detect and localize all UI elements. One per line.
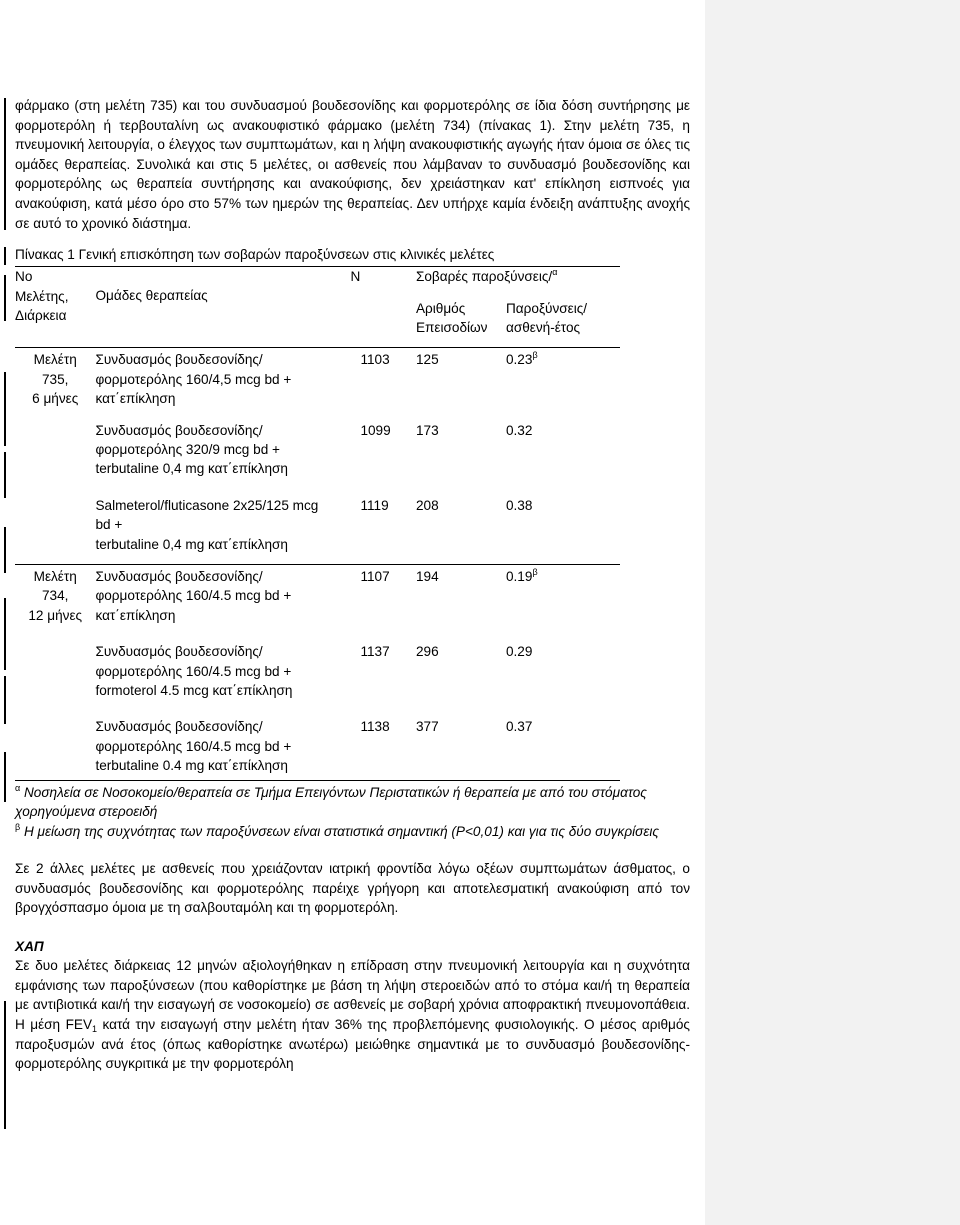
change-bar <box>4 452 6 498</box>
row-group: Συνδυασμός βουδεσονίδης/ φορμοτερόλης 160/4.5 mcg bd + terbutaline 0.4 mg κατ΄επίκληση <box>95 719 292 774</box>
row-n: 1119 <box>360 497 389 513</box>
row-study: Μελέτη 734, 12 μήνες <box>15 565 95 626</box>
row-group: Συνδυασμός βουδεσονίδης/ φορμοτερόλης 160/4.5 mcg bd + κατ΄επίκληση <box>95 565 350 626</box>
table-caption: Πίνακας 1 Γενική επισκόπηση των σοβαρών παροξύνσεων στις κλινικές μελέτες <box>15 247 495 263</box>
change-bar <box>4 372 6 446</box>
row-n: 1107 <box>350 565 416 626</box>
table-header-row <box>15 267 620 338</box>
copd-paragraph: Σε δυο μελέτες διάρκειας 12 μηνών αξιολογήθηκαν η επίδραση στην πνευμονική λειτουργία και η συχνότητα εμφάνισης των παροξύνσεων (που καθορίστηκε με βάση τη λήψη στεροειδών από το στόμα και/ή τη θεραπεία με αντιβιοτικά και/ή την εισαγωγή σε νοσοκομείο) σε ασθενείς με σοβαρή χρόνια αποφρακτική πνευμονοπάθεια. Η μέση $FEV_1$ κατά την εισαγωγή στην μελέτη ήταν 36% της προβλεπόμενης φυσιολογικής. Ο μέσος αριθμός παροξυσμών ανά έτος (όπως καθορίστηκε ανωτέρω) μειώθηκε σημαντικά με το συνδυασμό βουδεσονίδης- φορμοτερόλης συγκριτικά με την φορμοτερόλη <box>15 958 690 1072</box>
paragraph-acute-symptoms: Σε 2 άλλες μελέτες με ασθενείς που χρειάζονταν ιατρική φροντίδα λόγω οξέων συμπτωμάτων άσθματος, ο συνδυασμός βουδεσονίδης και φορμοτερόλης παρέιχε γρήγορη και αποτελεσματική ανακούφιση από τον βρογχόσπασμο όμοια με τη σαλβουταμόλη και τη φορμοτερόλη. <box>15 860 690 916</box>
table-row <box>15 348 620 409</box>
row-rate: $0.23^\beta$ <box>506 348 620 409</box>
change-bar <box>4 598 6 670</box>
intro-text: φάρμακο (στη μελέτη 735) και του συνδυασμού βουδεσονίδης και φορμοτερόλης σε ίδια δόση συντήρησης με φορμοτερόλη ή τερβουταλίνη ως ανακουφιστικό φάρμακο (μελέτη 734) (πίνακας 1). Στην μελέτη 735, η πνευμονική λειτουργία, ο έλεγχος των συμπτωμάτων, και η λήψη ανακουφιστικής αγωγής ήταν όμοια σε όλες τις ομάδες θεραπείας. <box>15 98 690 172</box>
row-rate: 0.32 <box>505 422 533 438</box>
row-study <box>15 717 95 775</box>
table-row <box>15 496 620 554</box>
table-row <box>15 565 620 626</box>
row-n: 1137 <box>360 644 390 660</box>
change-bar <box>4 247 6 265</box>
table-row <box>15 717 620 775</box>
exacerbations-table <box>15 266 620 776</box>
row-study <box>15 496 95 554</box>
change-bar <box>4 275 6 321</box>
header-rate: Παροξύνσεις/ ασθενή-έτος <box>505 300 588 335</box>
change-bar <box>4 527 6 573</box>
row-study <box>15 642 95 700</box>
header-exacerbations: Σοβαρές παροξύνσεις/$^\alpha$ Αριθμός Επεισοδίων Παροξύνσεις/ ασθενή-έτος <box>416 267 620 338</box>
change-bar <box>4 676 6 724</box>
row-episodes: 125 <box>416 348 506 409</box>
row-rate: 0.38 <box>505 497 533 513</box>
intro-text-continued: Συνολικά και στις 5 μελέτες, οι ασθενείς που λάμβαναν το συνδυασμό βουδεσονίδης και φορμοτερόλης ως θεραπεία συντήρησης και ανακούφισης, δεν χρειάστηκαν κατ' επίκληση εισπνοές για ανακούφιση, κατά μέσο όρο στο 57% των ημερών της θεραπείας. Δεν υπήρχε καμία ένδειξη ανάπτυξης ανοχής σε αυτό το χρονικό διάστημα. <box>15 156 690 231</box>
change-bar <box>4 98 6 230</box>
row-group: Salmeterol/fluticasone 2x25/125 mcg bd + terbutaline 0,4 mg κατ΄επίκληση <box>95 497 319 552</box>
table-bottom-rule <box>15 780 620 781</box>
row-episodes: 194 <box>416 565 506 626</box>
footnote-beta: $^\beta$ Η μείωση της συχνότητας των παροξύνσεων είναι στατιστικά σημαντική (P<0,01) και για τις δύο συγκρίσεις <box>15 821 659 839</box>
row-rate: 0.37 <box>505 719 533 735</box>
header-study: Νο Μελέτης, Διάρκεια <box>15 267 95 338</box>
header-episodes: Αριθμός Επεισοδίων <box>415 300 488 335</box>
row-episodes: 296 <box>415 644 439 660</box>
row-study: Μελέτη 735, 6 μήνες <box>15 348 95 409</box>
row-n: 1103 <box>350 348 416 409</box>
document-body <box>15 96 690 1074</box>
row-episodes: 377 <box>415 719 439 735</box>
row-group: Συνδυασμός βουδεσονίδης/ φορμοτερόλης 320/9 mcg bd + terbutaline 0,4 mg κατ΄επίκληση <box>95 422 288 477</box>
change-bar <box>4 752 6 802</box>
table-row <box>15 421 620 479</box>
row-n: 1099 <box>360 422 391 438</box>
row-rate: 0.29 <box>505 644 533 660</box>
row-study <box>15 421 95 479</box>
row-episodes: 208 <box>415 497 439 513</box>
row-n: 1138 <box>360 719 390 735</box>
header-groups: Ομάδες θεραπείας <box>95 267 350 338</box>
footnote-alpha: $^\alpha$ Νοσηλεία σε Νοσοκομείο/θεραπεία σε Τμήμα Επειγόντων Περιστατικών ή θεραπεία με από του στόματος χορηγούμενα στεροειδή <box>15 782 647 820</box>
change-bar <box>4 1001 6 1129</box>
table-row <box>15 642 620 700</box>
section-heading-copd: ΧΑΠ <box>15 938 44 954</box>
row-episodes: 173 <box>415 422 439 438</box>
header-n: N <box>350 267 416 338</box>
comment-pane <box>705 0 960 1225</box>
intro-paragraph <box>15 96 690 233</box>
row-group: Συνδυασμός βουδεσονίδης/ φορμοτερόλης 160/4,5 mcg bd + κατ΄επίκληση <box>95 348 350 409</box>
row-rate: $0.19^\beta$ <box>506 565 620 626</box>
row-group: Συνδυασμός βουδεσονίδης/ φορμοτερόλης 160/4.5 mcg bd + formoterol 4.5 mcg κατ΄επίκληση <box>95 644 293 699</box>
